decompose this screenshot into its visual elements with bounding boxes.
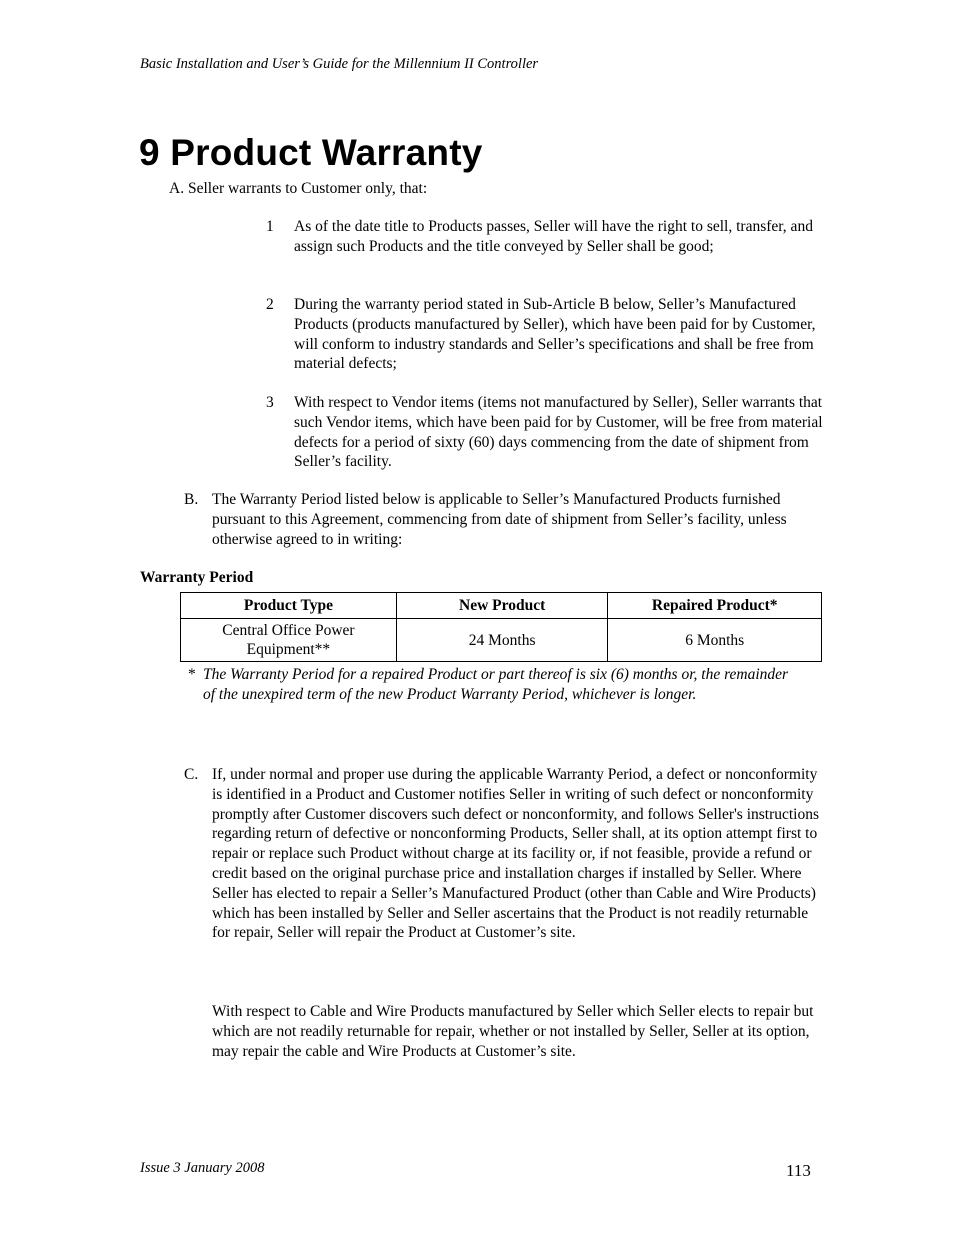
- footnote-marker: *: [188, 666, 196, 683]
- running-header: Basic Installation and User’s Guide for the Millennium II Controller: [140, 56, 539, 72]
- section-a-intro-text: Seller warrants to Customer only, that:: [187, 180, 428, 197]
- table-cell: 6 Months: [608, 619, 822, 662]
- section-a-label: A.: [169, 180, 185, 197]
- footer-issue: Issue 3 January 2008: [140, 1160, 265, 1176]
- item-number: 2: [266, 296, 274, 313]
- section-b-label: B.: [184, 491, 199, 508]
- warranty-period-label: Warranty Period: [140, 569, 254, 586]
- section-c-paragraph: With respect to Cable and Wire Products manufactured by Seller which Seller elects to repair but which are not readily returnable for repair, whether or not installed by Seller, Seller at its option, may repair the cable and Wire Products at Customer’s site.: [212, 1003, 814, 1060]
- section-c-paragraph: If, under normal and proper use during the applicable Warranty Period, a defect or nonconformity is identified in a Product and Customer notifies Seller in writing of such defect or nonconformity promptly after Customer discovers such defect or nonconformity, and follows Seller's instructions regarding return of defective or nonconforming Products, Seller shall, at its option attempt first to repair or replace such Product without charge at its facility or, if not feasible, provide a refund or credit based on the original purchase price and installation charges if installed by Seller. Where Seller has elected to repair a Seller’s Manufactured Product (other than Cable and Wire Products) which has been installed by Seller and Seller ascertains that the Product is not readily returnable for repair, Seller will repair the Product at Customer’s site.: [212, 766, 820, 942]
- footnote-text: The Warranty Period for a repaired Product or part thereof is six (6) months or, the remainder of the unexpired term of the new Product Warranty Period, whichever is longer.: [203, 666, 789, 703]
- page-number: 113: [786, 1161, 811, 1180]
- table-header-cell: Product Type: [181, 593, 397, 619]
- section-c-label: C.: [184, 766, 199, 783]
- section-b-text: The Warranty Period listed below is applicable to Seller’s Manufactured Products furnished pursuant to this Agreement, commencing from date of shipment from Seller’s facility, unless otherwise agreed to in writing:: [212, 491, 787, 548]
- page-title: 9 Product Warranty: [139, 132, 483, 173]
- section-a-intro: [169, 179, 427, 199]
- table-header-cell: New Product: [396, 593, 608, 619]
- table-row: [181, 619, 822, 662]
- warranty-table: [180, 592, 822, 662]
- item-text: As of the date title to Products passes, Seller will have the right to sell, transfer, and assign such Products and the title conveyed by Seller shall be good;: [294, 218, 813, 255]
- table-footnote: [188, 665, 798, 705]
- table-cell: 24 Months: [396, 619, 608, 662]
- table-header-cell: Repaired Product*: [608, 593, 822, 619]
- item-number: 3: [266, 394, 274, 411]
- table-header-row: [181, 593, 822, 619]
- table-cell-text: Central Office Power Equipment**: [222, 622, 355, 658]
- table-cell: [181, 619, 397, 662]
- item-number: 1: [266, 218, 274, 235]
- item-text: During the warranty period stated in Sub-Article B below, Seller’s Manufactured Products (products manufactured by Seller), which have been paid for by Customer, will conform to industry standards and Seller’s specifications and shall be free from material defects;: [294, 296, 816, 373]
- item-text: With respect to Vendor items (items not manufactured by Seller), Seller warrants that such Vendor items, which have been paid for by Customer, will be free from material defects for a period of sixty (60) days commencing from the date of shipment from Seller’s facility.: [294, 394, 823, 471]
